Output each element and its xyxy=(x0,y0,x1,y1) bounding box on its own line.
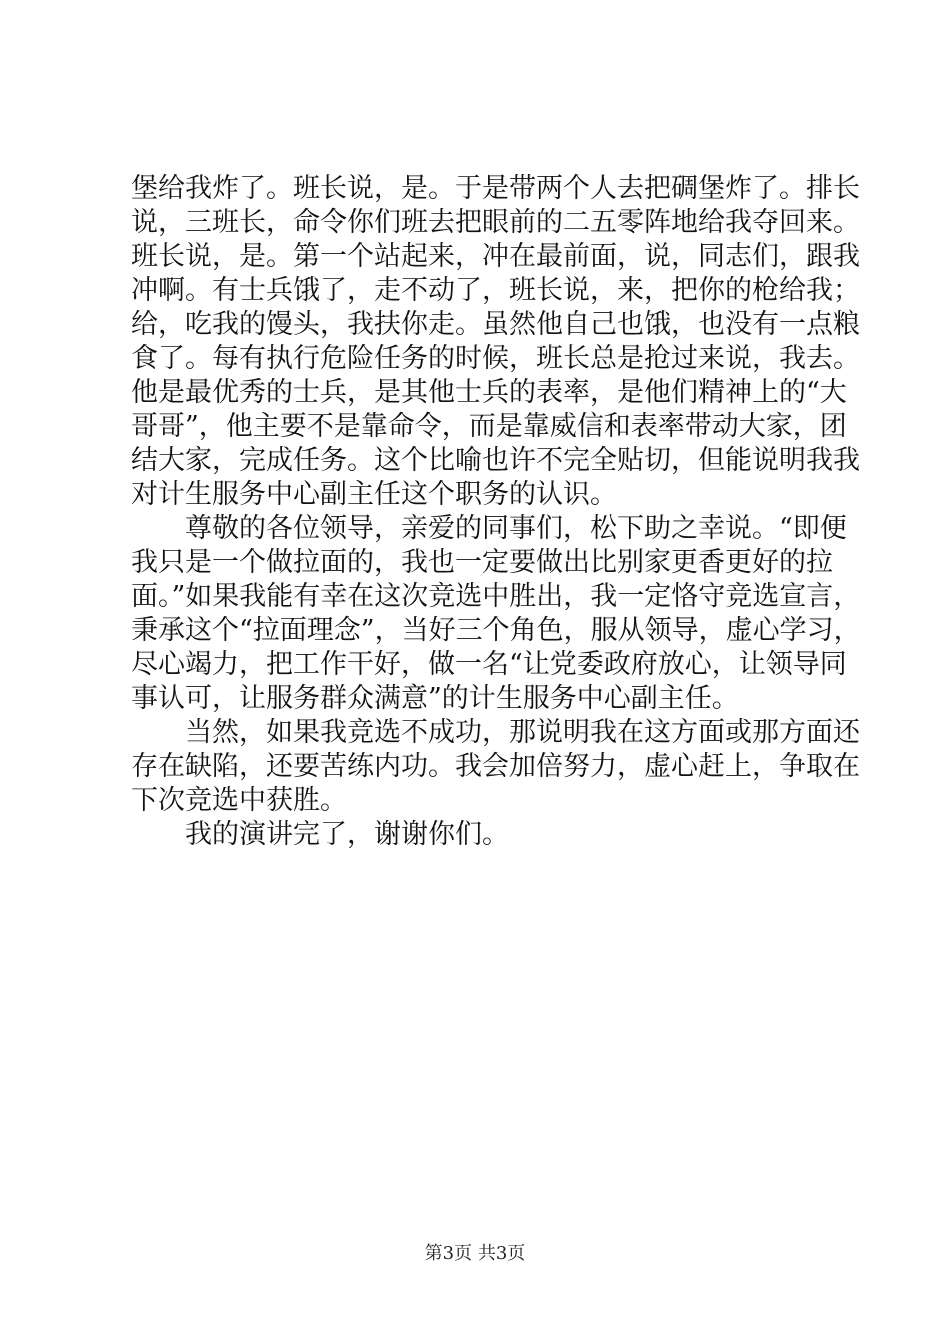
closing-line: 我的演讲完了，谢谢你们。 xyxy=(185,819,509,850)
paragraph-start-line: 当然，如果我竞选不成功，那说明我在这方面或那方面还 xyxy=(185,717,860,748)
text-line: 我只是一个做拉面的，我也一定要做出比别家更香更好的拉 xyxy=(131,547,833,578)
text-line: 存在缺陷，还要苦练内功。我会加倍努力，虚心赶上，争取在 xyxy=(131,751,860,782)
speech-body xyxy=(131,172,861,852)
text-line: 对计生服务中心副主任这个职务的认识。 xyxy=(131,479,617,510)
text-line: 食了。每有执行危险任务的时候，班长总是抢过来说，我去。 xyxy=(131,343,860,374)
text-line: 哥哥”，他主要不是靠命令，而是靠威信和表率带动大家，团 xyxy=(131,411,847,442)
paragraph-start-line: 尊敬的各位领导，亲爱的同事们，松下助之幸说。“即便 xyxy=(185,513,847,544)
text-line: 事认可，让服务群众满意”的计生服务中心副主任。 xyxy=(131,683,739,714)
text-line: 堡给我炸了。班长说，是。于是带两个人去把碉堡炸了。排长 xyxy=(131,173,860,204)
text-line: 下次竞选中获胜。 xyxy=(131,785,347,816)
text-line: 冲啊。有士兵饿了，走不动了，班长说，来，把你的枪给我； xyxy=(131,275,860,306)
text-line: 面。”如果我能有幸在这次竞选中胜出，我一定恪守竞选宣言， xyxy=(131,581,861,612)
text-line: 结大家，完成任务。这个比喻也许不完全贴切，但能说明我我 xyxy=(131,445,860,476)
text-line: 秉承这个“拉面理念”，当好三个角色，服从领导，虚心学习， xyxy=(131,615,861,646)
text-line: 班长说，是。第一个站起来，冲在最前面，说，同志们，跟我 xyxy=(131,241,860,272)
page-footer: 第3页 共3页 xyxy=(424,1243,526,1264)
text-line: 给，吃我的馒头，我扶你走。虽然他自己也饿，也没有一点粮 xyxy=(131,309,860,340)
text-line: 尽心竭力，把工作干好，做一名“让党委政府放心，让领导同 xyxy=(131,649,847,680)
text-line: 说，三班长，命令你们班去把眼前的二五零阵地给我夺回来。 xyxy=(131,207,860,238)
text-line: 他是最优秀的士兵，是其他士兵的表率，是他们精神上的“大 xyxy=(131,377,847,408)
